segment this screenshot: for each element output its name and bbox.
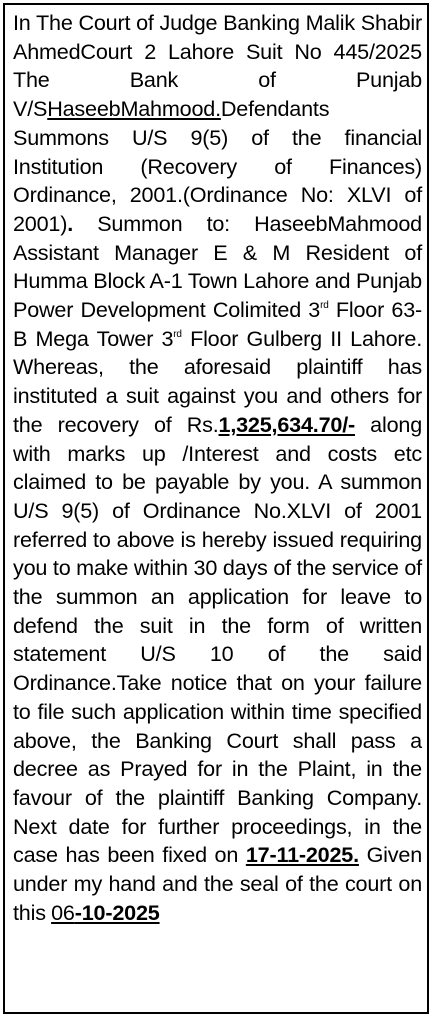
court-summons-notice bbox=[3, 3, 429, 1014]
issue-date-rest: -10-2025 bbox=[74, 899, 160, 925]
floor-text: Floor 63-B Mega Tower 3 bbox=[13, 297, 423, 351]
summons-text: Defendants Summons U/S 9(5) of the financial Institution (Recovery of Finances) Ordinance, 2001.(Ordinance No: XLVI of 2001) bbox=[13, 96, 422, 236]
superscript-rd: rd bbox=[320, 300, 329, 312]
address-text: Floor Gulberg II Lahore. Whereas, the aforesaid plaintiff has instituted a suit against you and others for the recovery of Rs. bbox=[13, 325, 422, 437]
notice-body bbox=[13, 9, 422, 928]
next-hearing-date: 17-11-2025. bbox=[245, 842, 359, 868]
superscript-rd: rd bbox=[173, 328, 182, 340]
defendant-name: HaseebMahmood. bbox=[47, 96, 221, 122]
issue-date-day: 06 bbox=[51, 899, 75, 925]
summon-to-text: Summon to: HaseebMahmood Assistant Manager E & M Resident of Humma Block A-1 Town Lahore and Punjab Power Development Colimited 3 bbox=[13, 210, 422, 323]
court-case-text: In The Court of Judge Banking Malik Shabir AhmedCourt 2 Lahore Suit No 445/2025 The Bank of Punjab V/S bbox=[13, 10, 422, 122]
main-notice-text: along with marks up /Interest and costs etc claimed to be payable by you. A summon U/S 9(5) of Ordinance No.XLVI of 2001 referred to above is hereby issued requiring you to make within 30 days of the service of the summon an application for leave to defend the suit in the form of written statement U/S 10 of the said Ordinance.Take notice that on your failure to file such application within time specified above, the Banking Court shall pass a decree as Prayed for in the Plaint, in the favour of the plaintiff Banking Company. Next date for further proceedings, in the case has been fixed on bbox=[13, 411, 422, 868]
summons-period: . bbox=[67, 210, 74, 236]
recovery-amount: 1,325,634.70/- bbox=[218, 411, 355, 437]
given-under-text: Given under my hand and the seal of the court on this bbox=[13, 842, 422, 925]
